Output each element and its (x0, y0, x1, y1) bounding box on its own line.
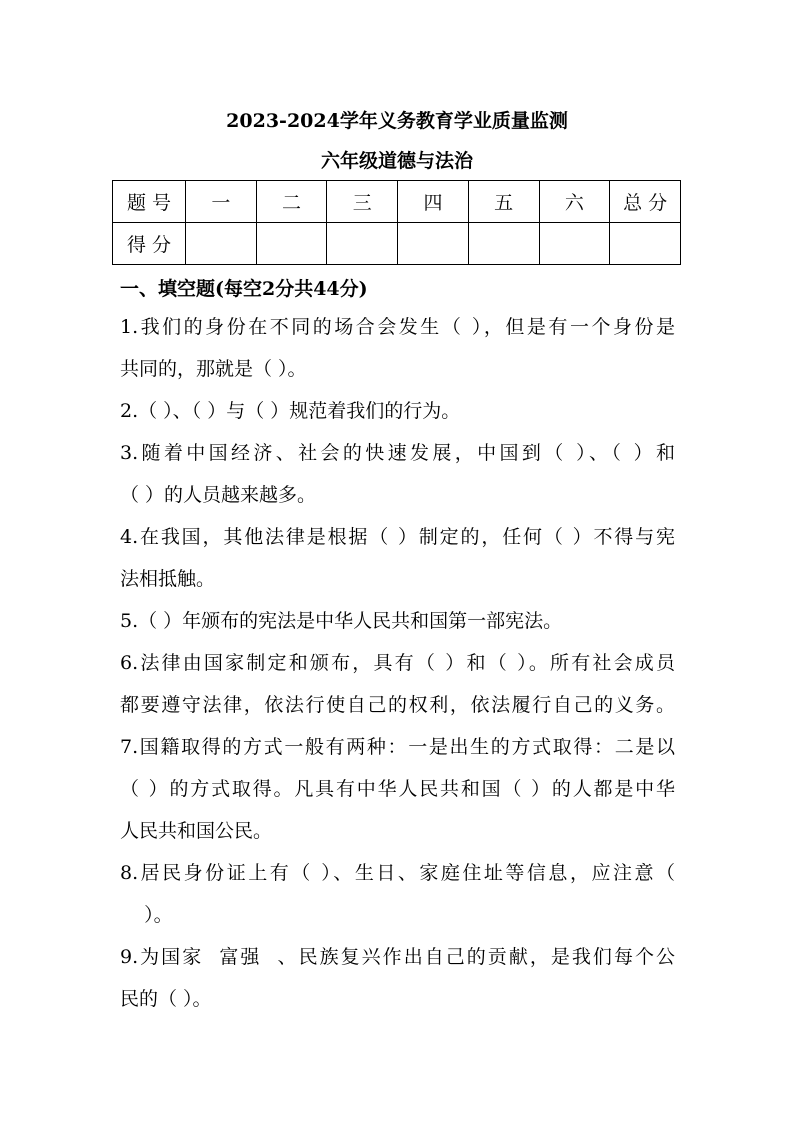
exam-subtitle: 六年级道德与法治 (320, 150, 473, 172)
section-heading: 一、填空题(每空2分共44分) (120, 278, 368, 300)
score-blank-cell (539, 223, 610, 265)
question-line: 8.居民身份证上有（ ）、生日、家庭住址等信息，应注意（ (120, 862, 675, 884)
score-blank-cell (186, 223, 257, 265)
question-line: 共同的，那就是（ ）。 (120, 358, 307, 380)
score-cell: 一 (186, 181, 257, 223)
score-cell: 四 (398, 181, 469, 223)
question-line: 民的（ ）。 (120, 988, 212, 1010)
question-line: 6.法律由国家制定和颁布，具有（ ）和（ ）。所有社会成员 (120, 652, 675, 674)
score-cell: 题 号 (113, 181, 186, 223)
score-cell: 总 分 (610, 181, 681, 223)
score-blank-cell (468, 223, 539, 265)
question-line: 9.为国家 富强 、民族复兴作出自己的贡献，是我们每个公 (120, 946, 675, 968)
question-line: （ ）的方式取得。凡具有中华人民共和国（ ）的人都是中华 (120, 778, 675, 800)
score-blank-cell (327, 223, 398, 265)
score-blank-cell (398, 223, 469, 265)
score-table-score-row (113, 223, 681, 265)
score-table (112, 180, 681, 265)
question-line: 7.国籍取得的方式一般有两种：一是出生的方式取得：二是以 (120, 736, 675, 758)
question-line: ）。 (120, 904, 173, 926)
question-line: 5.（ ）年颁布的宪法是中华人民共和国第一部宪法。 (120, 610, 563, 632)
question-line: 法相抵触。 (120, 568, 216, 590)
score-cell: 六 (539, 181, 610, 223)
score-cell: 三 (327, 181, 398, 223)
exam-title: 2023-2024学年义务教育学业质量监测 (226, 110, 568, 132)
score-table-header-row (113, 181, 681, 223)
score-cell: 二 (256, 181, 327, 223)
question-line: （ ）的人员越来越多。 (120, 484, 317, 506)
question-line: 2.（ ）、（ ）与（ ）规范着我们的行为。 (120, 400, 461, 422)
score-cell: 五 (468, 181, 539, 223)
score-cell: 得 分 (113, 223, 186, 265)
question-line: 3.随着中国经济、社会的快速发展，中国到（ ）、（ ）和 (120, 442, 675, 464)
score-blank-cell (610, 223, 681, 265)
question-line: 人民共和国公民。 (120, 820, 273, 842)
question-line: 4.在我国，其他法律是根据（ ）制定的，任何（ ）不得与宪 (120, 526, 675, 548)
score-blank-cell (256, 223, 327, 265)
question-line: 1.我们的身份在不同的场合会发生（ ），但是有一个身份是 (120, 316, 675, 338)
question-line: 都要遵守法律，依法行使自己的权利，依法履行自己的义务。 (120, 694, 675, 716)
